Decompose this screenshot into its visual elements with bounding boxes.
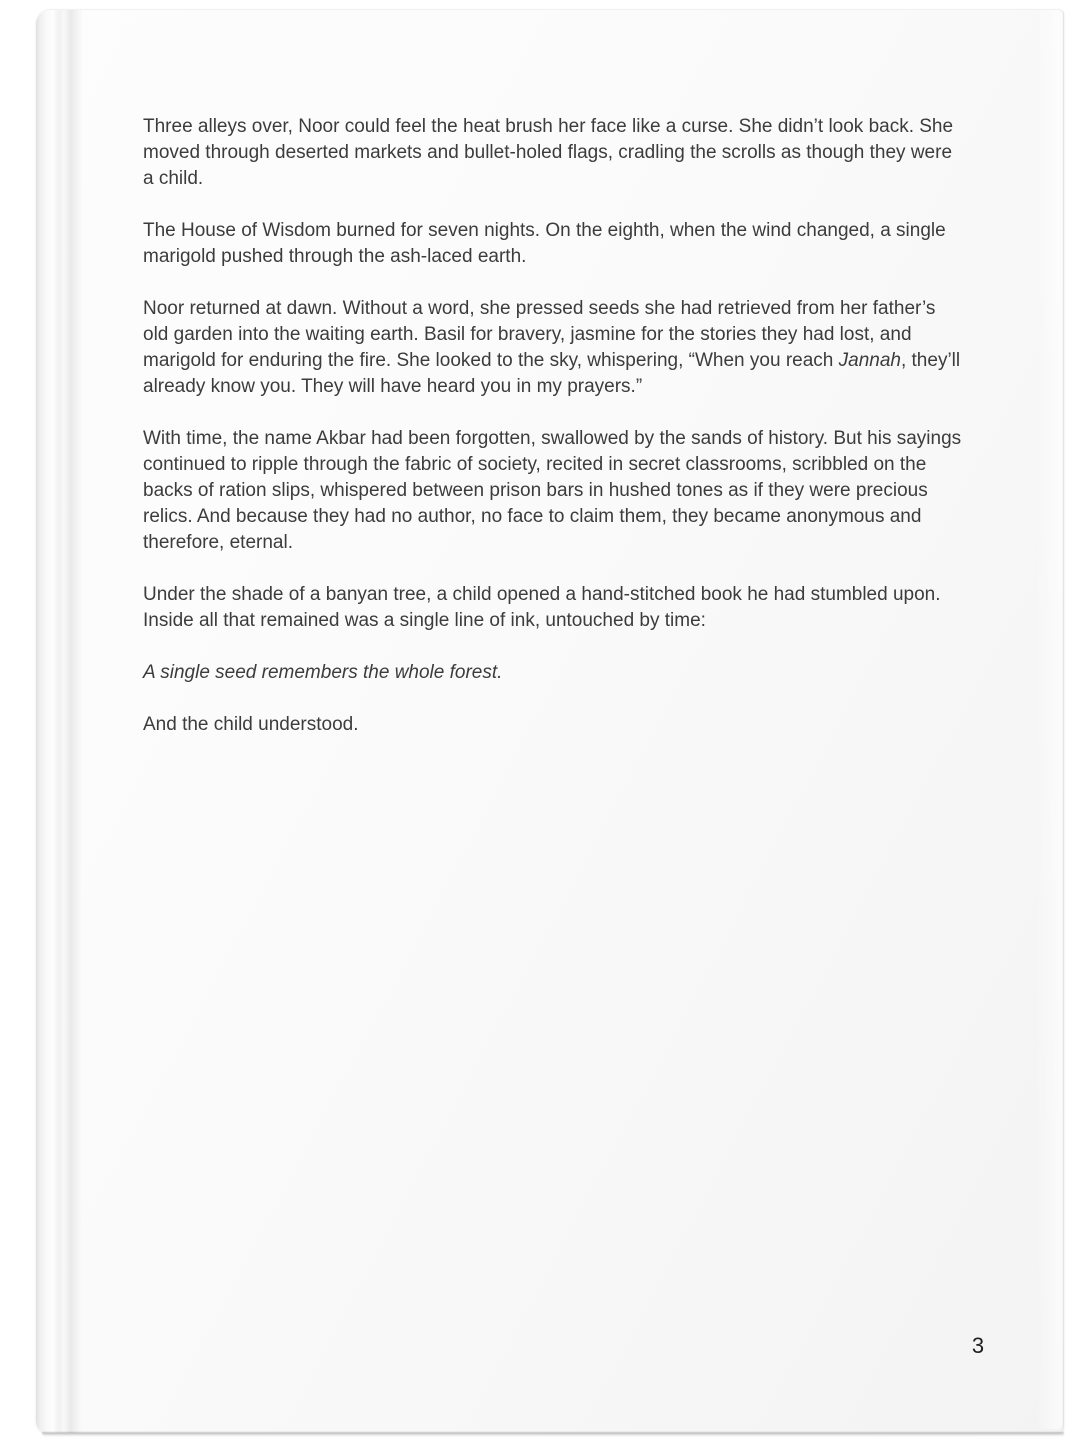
paragraph-segment: , they’ll already know you. They will have heard you in my prayers.” — [143, 350, 961, 397]
document-page — [36, 9, 1064, 1433]
paragraph-segment-italic: Jannah — [838, 350, 901, 371]
paragraph: Under the shade of a banyan tree, a child opened a hand-stitched book he had stumbled upon. Inside all that remained was a single line of ink, untouched by time: — [143, 584, 941, 631]
page-binding-curl — [36, 10, 82, 1433]
paragraph — [143, 296, 963, 400]
page-number: 3 — [971, 1333, 985, 1358]
paragraph-epigraph: A single seed remembers the whole forest. — [143, 662, 503, 683]
paragraph: The House of Wisdom burned for seven nights. On the eighth, when the wind changed, a single marigold pushed through the ash-laced earth. — [143, 220, 946, 267]
paragraph-segment: Noor returned at dawn. Without a word, she pressed seeds she had retrieved from her father’s old garden into the waiting earth. Basil for bravery, jasmine for the stories they had lost, and marigold for enduring the fire. She looked to the sky, whispering, “When you reach — [143, 298, 936, 371]
page-bottom-edge — [42, 1432, 1064, 1437]
paragraph: Three alleys over, Noor could feel the heat brush her face like a curse. She didn’t look back. She moved through deserted markets and bullet-holed flags, cradling the scrolls as though they were a child. — [143, 116, 954, 189]
paragraph: And the child understood. — [143, 714, 359, 735]
paragraph: With time, the name Akbar had been forgotten, swallowed by the sands of history. But his sayings continued to ripple through the fabric of society, recited in secret classrooms, scribbled on the backs of ration slips, whispered between prison bars in hushed tones as if they were precious relics. And because they had no author, no face to claim them, they became anonymous and therefore, eternal. — [143, 428, 962, 553]
page-text-body — [143, 114, 963, 764]
page-right-edge — [1036, 10, 1062, 1429]
